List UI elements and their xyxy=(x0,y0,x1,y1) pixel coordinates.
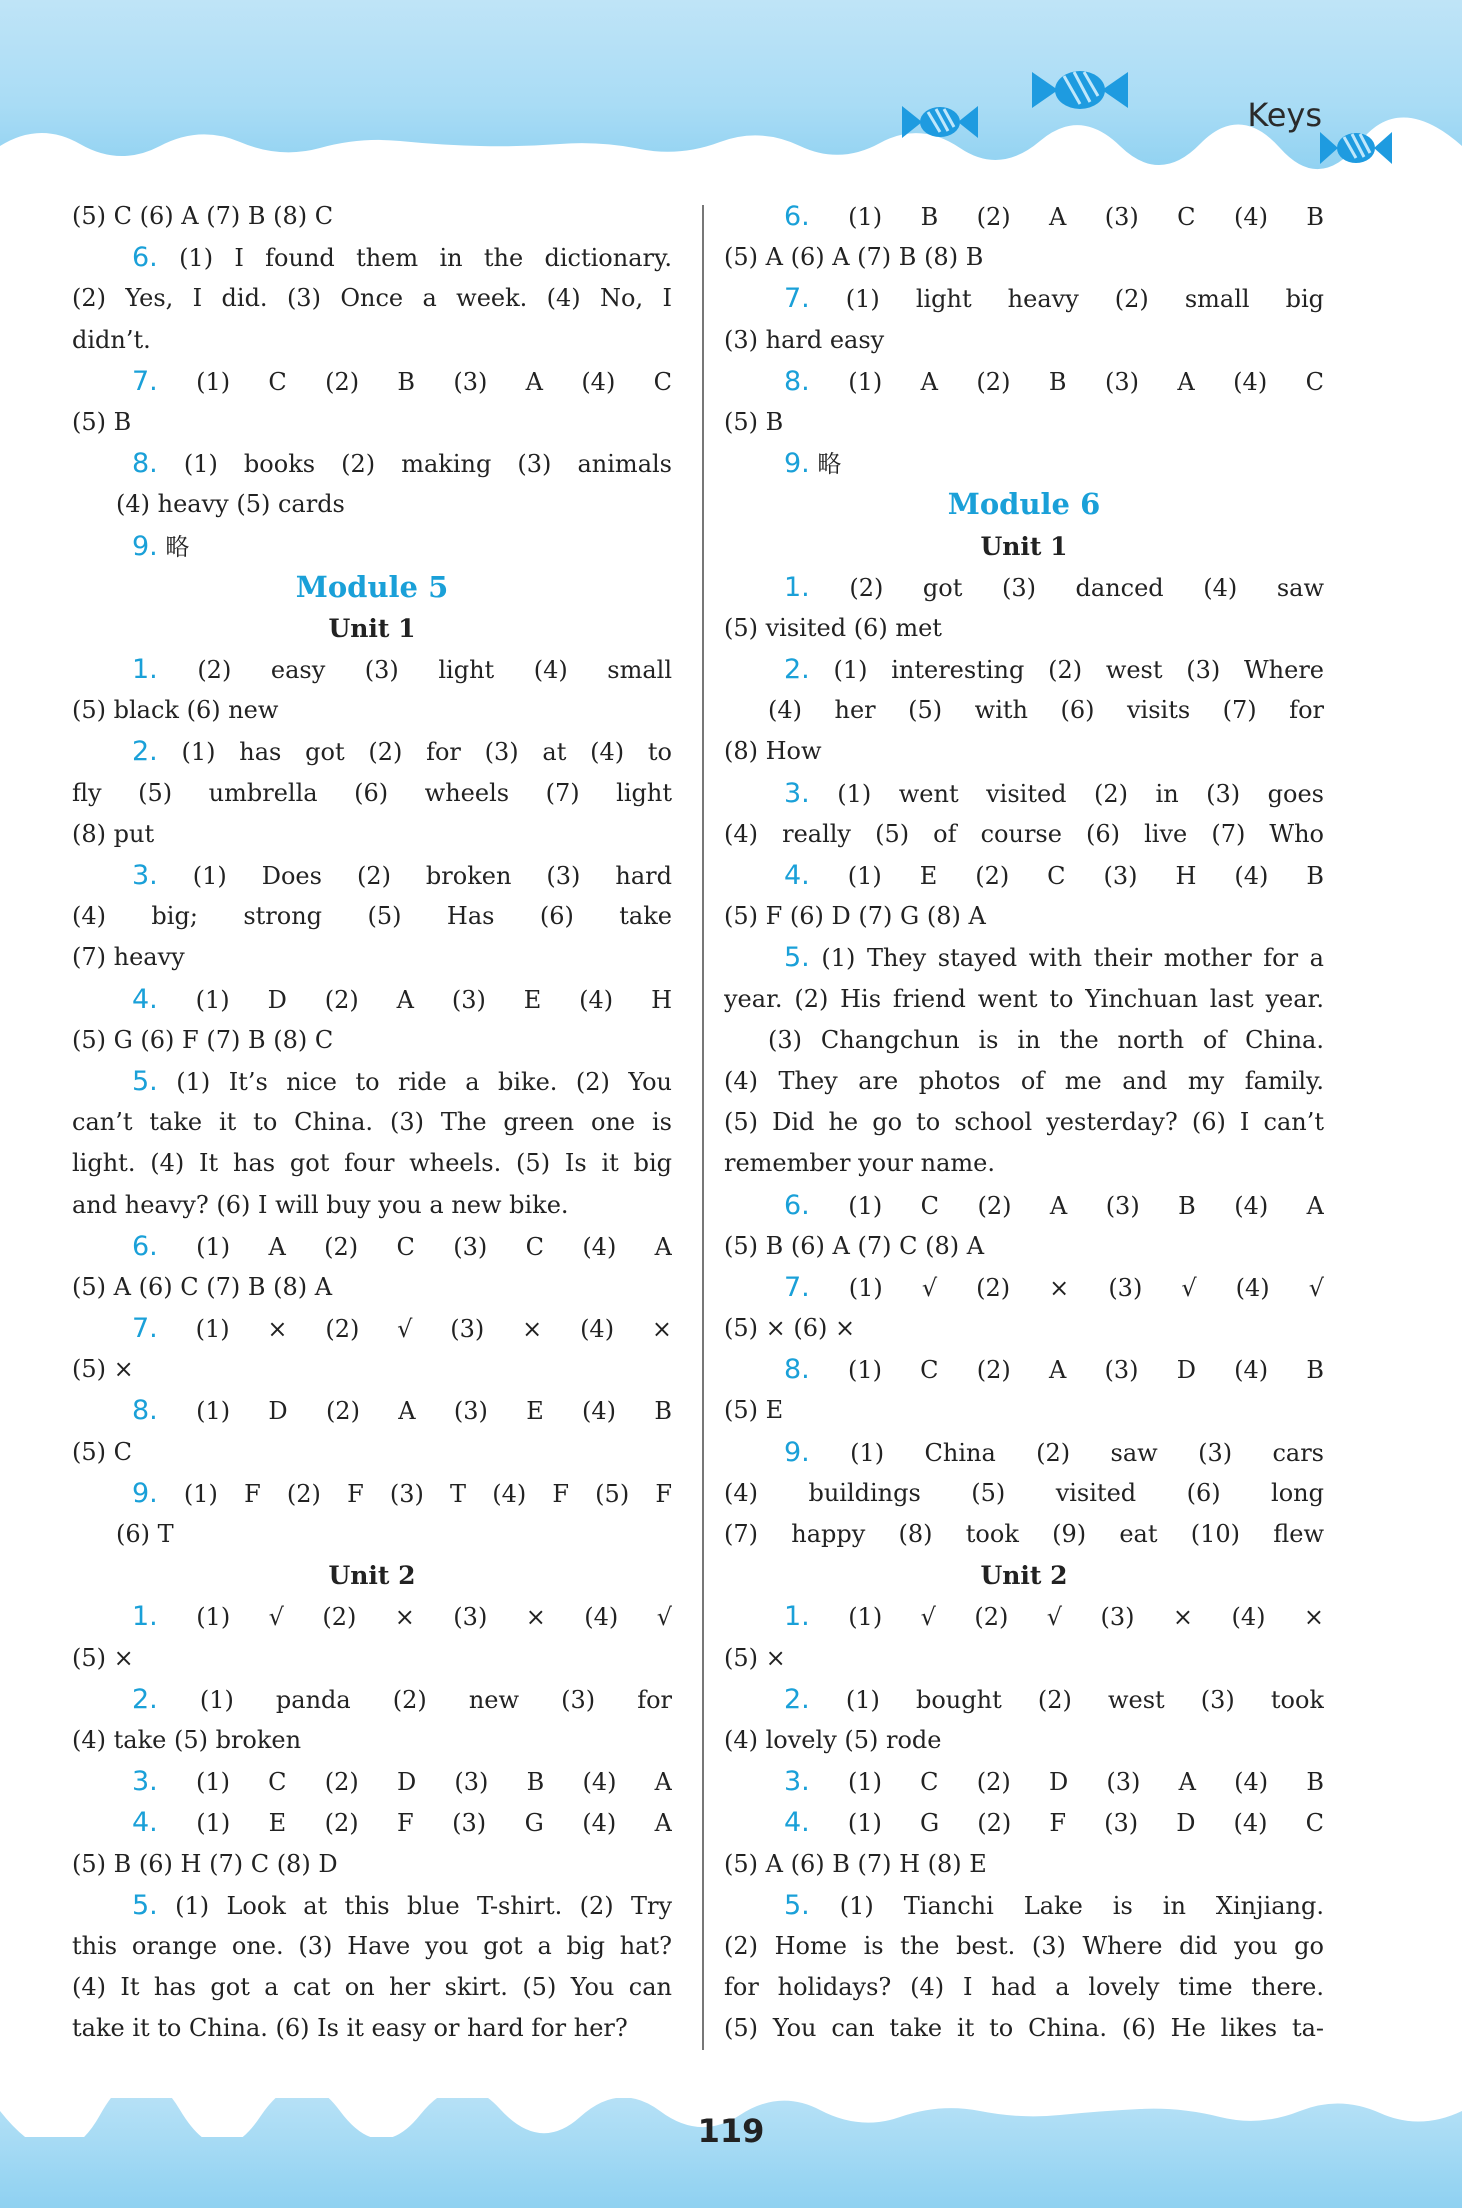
answer-item xyxy=(72,237,672,278)
module-heading: Module 6 xyxy=(947,487,1101,522)
answer-item xyxy=(72,1802,672,1843)
answer-text: (1) G (2) F (3) D (4) C xyxy=(809,1809,1324,1838)
answer-line: (5) Did he go to school yesterday? (6) I can’t xyxy=(724,1108,1324,1137)
answer-item xyxy=(724,773,1324,814)
answer-item xyxy=(724,1596,1324,1637)
right-answer-column xyxy=(724,196,1324,2049)
question-number: 2. xyxy=(784,1683,810,1715)
answer-item xyxy=(72,1885,672,1926)
answer-text: (1) C (2) D (3) B (4) A xyxy=(157,1768,672,1797)
answer-text: (1) China (2) saw (3) cars xyxy=(809,1438,1324,1467)
answer-item xyxy=(72,526,672,567)
question-number: 8. xyxy=(132,1395,158,1427)
answer-text: (1) Look at this blue T-shirt. (2) Try xyxy=(157,1891,672,1920)
answer-item xyxy=(72,1473,672,1514)
question-number: 4. xyxy=(132,983,158,1015)
answer-text: 略 xyxy=(157,532,190,561)
section-label: Keys xyxy=(1247,96,1322,134)
question-number: 4. xyxy=(784,860,810,891)
question-number: 5. xyxy=(132,1065,158,1097)
answer-line: (4) lovely (5) rode xyxy=(724,1725,942,1754)
answer-item xyxy=(72,1679,672,1720)
answer-text: (1) C (2) D (3) A (4) B xyxy=(809,1768,1324,1797)
answer-line: (6) T xyxy=(116,1520,174,1548)
answer-item xyxy=(724,1802,1324,1843)
answer-line: didn’t. xyxy=(72,325,151,354)
page-number: 119 xyxy=(697,2112,765,2150)
answer-line: (4) her (5) with (6) visits (7) for xyxy=(768,696,1324,725)
answer-line: (5) A (6) A (7) B (8) B xyxy=(724,243,984,272)
question-number: 7. xyxy=(132,1313,158,1345)
answer-text: (1) I found them in the dictionary. xyxy=(157,244,672,273)
answer-text: (1) light heavy (2) small big xyxy=(809,285,1324,314)
question-number: 6. xyxy=(132,1230,158,1262)
answer-text: (1) Tianchi Lake is in Xinjiang. xyxy=(809,1891,1324,1920)
answer-line: light. (4) It has got four wheels. (5) Is it big xyxy=(72,1149,672,1178)
answer-text: (1) E (2) F (3) G (4) A xyxy=(157,1809,672,1838)
question-number: 5. xyxy=(784,942,810,974)
answer-line: (2) Yes, I did. (3) Once a week. (4) No, I xyxy=(72,284,672,313)
answer-item xyxy=(724,1761,1324,1802)
answer-line: (5) F (6) D (7) G (8) A xyxy=(724,902,986,931)
answer-line: (5) black (6) new xyxy=(72,696,279,725)
answer-line: (4) big; strong (5) Has (6) take xyxy=(72,902,672,931)
answer-line: (5) C (6) A (7) B (8) C xyxy=(72,202,334,230)
answer-item xyxy=(72,649,672,690)
answer-line: (5) B xyxy=(724,407,784,436)
answer-text: (2) got (3) danced (4) saw xyxy=(809,573,1324,602)
answer-line: (4) really (5) of course (6) live (7) Who xyxy=(724,819,1324,848)
answer-line: (8) put xyxy=(72,819,155,848)
answer-line: (5) × (6) × xyxy=(724,1314,856,1343)
answer-text: (1) √ (2) × (3) √ (4) √ xyxy=(809,1273,1324,1302)
question-number: 6. xyxy=(132,242,158,274)
answer-item xyxy=(724,649,1324,690)
question-number: 9. xyxy=(132,1477,158,1509)
question-number: 8. xyxy=(784,365,810,397)
answer-text: (2) easy (3) light (4) small xyxy=(157,656,672,685)
column-divider xyxy=(702,205,704,2050)
question-number: 3. xyxy=(784,1766,810,1798)
answer-item xyxy=(72,1061,672,1102)
left-answer-column xyxy=(72,196,672,2049)
answer-text: (1) C (2) A (3) B (4) A xyxy=(809,1191,1324,1220)
answer-item xyxy=(72,1308,672,1349)
question-number: 7. xyxy=(132,365,158,397)
question-number: 6. xyxy=(784,1189,810,1221)
answer-text: (1) A (2) B (3) A (4) C xyxy=(809,367,1324,396)
question-number: 4. xyxy=(784,1807,810,1839)
unit-heading: Unit 2 xyxy=(328,1561,416,1591)
answer-line: this orange one. (3) Have you got a big hat? xyxy=(72,1931,672,1960)
candy-icon xyxy=(900,100,980,144)
answer-line: for holidays? (4) I had a lovely time there. xyxy=(724,1973,1324,2002)
answer-line: (5) A (6) B (7) H (8) E xyxy=(724,1849,987,1878)
question-number: 9. xyxy=(784,448,810,480)
question-number: 7. xyxy=(784,1271,810,1303)
question-number: 2. xyxy=(132,736,158,768)
answer-line: (3) hard easy xyxy=(724,325,885,354)
answer-text: (1) C (2) A (3) D (4) B xyxy=(809,1356,1324,1385)
question-number: 8. xyxy=(132,448,158,480)
answer-line: (5) B (6) H (7) C (8) D xyxy=(72,1849,338,1878)
answer-item xyxy=(72,1390,672,1431)
candy-icon xyxy=(1030,62,1130,118)
answer-item xyxy=(724,1185,1324,1226)
answer-item xyxy=(724,1885,1324,1926)
candy-icon xyxy=(1318,124,1394,172)
answer-line: (8) How xyxy=(724,737,822,766)
answer-text: 略 xyxy=(809,450,842,479)
question-number: 1. xyxy=(784,571,810,603)
answer-text: (1) D (2) A (3) E (4) H xyxy=(157,985,672,1014)
answer-line: (5) B xyxy=(72,407,132,436)
answer-item xyxy=(72,361,672,402)
unit-heading: Unit 1 xyxy=(980,531,1068,561)
answer-text: (1) interesting (2) west (3) Where xyxy=(809,656,1324,685)
answer-item xyxy=(72,731,672,772)
question-number: 1. xyxy=(784,1601,810,1633)
top-decorative-band xyxy=(0,0,1462,175)
answer-text: (1) B (2) A (3) C (4) B xyxy=(809,203,1324,231)
answer-item xyxy=(724,278,1324,319)
answer-item xyxy=(724,1679,1324,1720)
question-number: 3. xyxy=(132,1766,158,1798)
answer-line: (5) × xyxy=(72,1355,134,1384)
answer-line: year. (2) His friend went to Yinchuan last year. xyxy=(724,984,1324,1013)
question-number: 9. xyxy=(132,530,158,562)
answer-line: remember your name. xyxy=(724,1149,995,1178)
answer-item xyxy=(724,1432,1324,1473)
answer-line: and heavy? (6) I will buy you a new bike. xyxy=(72,1190,569,1219)
question-number: 3. xyxy=(784,777,810,809)
answer-line: (7) heavy xyxy=(72,943,185,972)
answer-line: (4) heavy (5) cards xyxy=(116,490,345,519)
answer-text: (1) It’s nice to ride a bike. (2) You xyxy=(157,1067,672,1096)
answer-text: (1) has got (2) for (3) at (4) to xyxy=(157,738,672,767)
answer-text: (1) They stayed with their mother for a xyxy=(809,944,1324,973)
question-number: 1. xyxy=(132,1601,158,1633)
answer-item xyxy=(724,361,1324,402)
question-number: 5. xyxy=(784,1889,810,1921)
unit-heading: Unit 2 xyxy=(980,1561,1068,1591)
answer-text: (1) A (2) C (3) C (4) A xyxy=(157,1232,672,1261)
answer-item xyxy=(724,937,1324,978)
answer-item xyxy=(724,855,1324,896)
answer-line: (5) × xyxy=(724,1643,786,1672)
answer-text: (1) books (2) making (3) animals xyxy=(157,450,672,479)
answer-line: (5) visited (6) met xyxy=(724,613,942,642)
answer-line: (4) They are photos of me and my family. xyxy=(724,1066,1324,1095)
answer-text: (1) F (2) F (3) T (4) F (5) F xyxy=(157,1479,672,1508)
question-number: 4. xyxy=(132,1807,158,1839)
answer-text: (1) √ (2) × (3) × (4) √ xyxy=(157,1603,672,1632)
question-number: 2. xyxy=(132,1683,158,1715)
answer-item xyxy=(72,1596,672,1637)
answer-item xyxy=(724,1349,1324,1390)
question-number: 6. xyxy=(784,201,810,232)
answer-line: (2) Home is the best. (3) Where did you go xyxy=(724,1931,1324,1960)
answer-text: (1) √ (2) √ (3) × (4) × xyxy=(809,1603,1324,1632)
answer-text: (1) Does (2) broken (3) hard xyxy=(157,862,672,890)
question-number: 7. xyxy=(784,283,810,315)
answer-item xyxy=(72,855,672,896)
answer-line: (5) C xyxy=(72,1437,132,1466)
answer-line: (5) A (6) C (7) B (8) A xyxy=(72,1272,333,1301)
answer-line: (5) E xyxy=(724,1396,784,1425)
answer-text: (1) E (2) C (3) H (4) B xyxy=(809,862,1324,890)
answer-line: (5) B (6) A (7) C (8) A xyxy=(724,1231,985,1260)
question-number: 8. xyxy=(784,1354,810,1386)
wave-edge-icon xyxy=(0,116,1462,176)
question-number: 3. xyxy=(132,860,158,891)
question-number: 1. xyxy=(132,654,158,686)
answer-line: take it to China. (6) Is it easy or hard for her? xyxy=(72,2014,628,2043)
unit-heading: Unit 1 xyxy=(328,613,416,643)
answer-text: (1) went visited (2) in (3) goes xyxy=(809,779,1324,808)
answer-line: (7) happy (8) took (9) eat (10) flew xyxy=(724,1520,1324,1548)
answer-text: (1) panda (2) new (3) for xyxy=(157,1685,672,1714)
question-number: 5. xyxy=(132,1889,158,1921)
answer-item xyxy=(72,979,672,1020)
answer-text: (1) bought (2) west (3) took xyxy=(809,1685,1324,1714)
module-heading: Module 5 xyxy=(295,569,449,604)
answer-line: fly (5) umbrella (6) wheels (7) light xyxy=(72,778,672,807)
answer-text: (1) C (2) B (3) A (4) C xyxy=(157,367,672,396)
answer-item xyxy=(72,1226,672,1267)
answer-item xyxy=(724,567,1324,608)
answer-item xyxy=(724,1267,1324,1308)
answer-line: (4) buildings (5) visited (6) long xyxy=(724,1478,1324,1507)
answer-line: (4) It has got a cat on her skirt. (5) You can xyxy=(72,1973,672,2002)
question-number: 9. xyxy=(784,1436,810,1468)
question-number: 2. xyxy=(784,654,810,686)
answer-item xyxy=(724,443,1324,484)
answer-line: (5) You can take it to China. (6) He likes ta- xyxy=(724,2014,1324,2043)
answer-line: (3) Changchun is in the north of China. xyxy=(768,1025,1324,1054)
answer-item xyxy=(72,1761,672,1802)
answer-line: (5) G (6) F (7) B (8) C xyxy=(72,1025,334,1054)
answer-line: can’t take it to China. (3) The green one is xyxy=(72,1108,672,1137)
answer-text: (1) × (2) √ (3) × (4) × xyxy=(157,1315,672,1344)
answer-line: (5) × xyxy=(72,1643,134,1672)
answer-text: (1) D (2) A (3) E (4) B xyxy=(157,1397,672,1426)
answer-line: (4) take (5) broken xyxy=(72,1725,302,1754)
answer-item xyxy=(724,196,1324,237)
answer-item xyxy=(72,443,672,484)
